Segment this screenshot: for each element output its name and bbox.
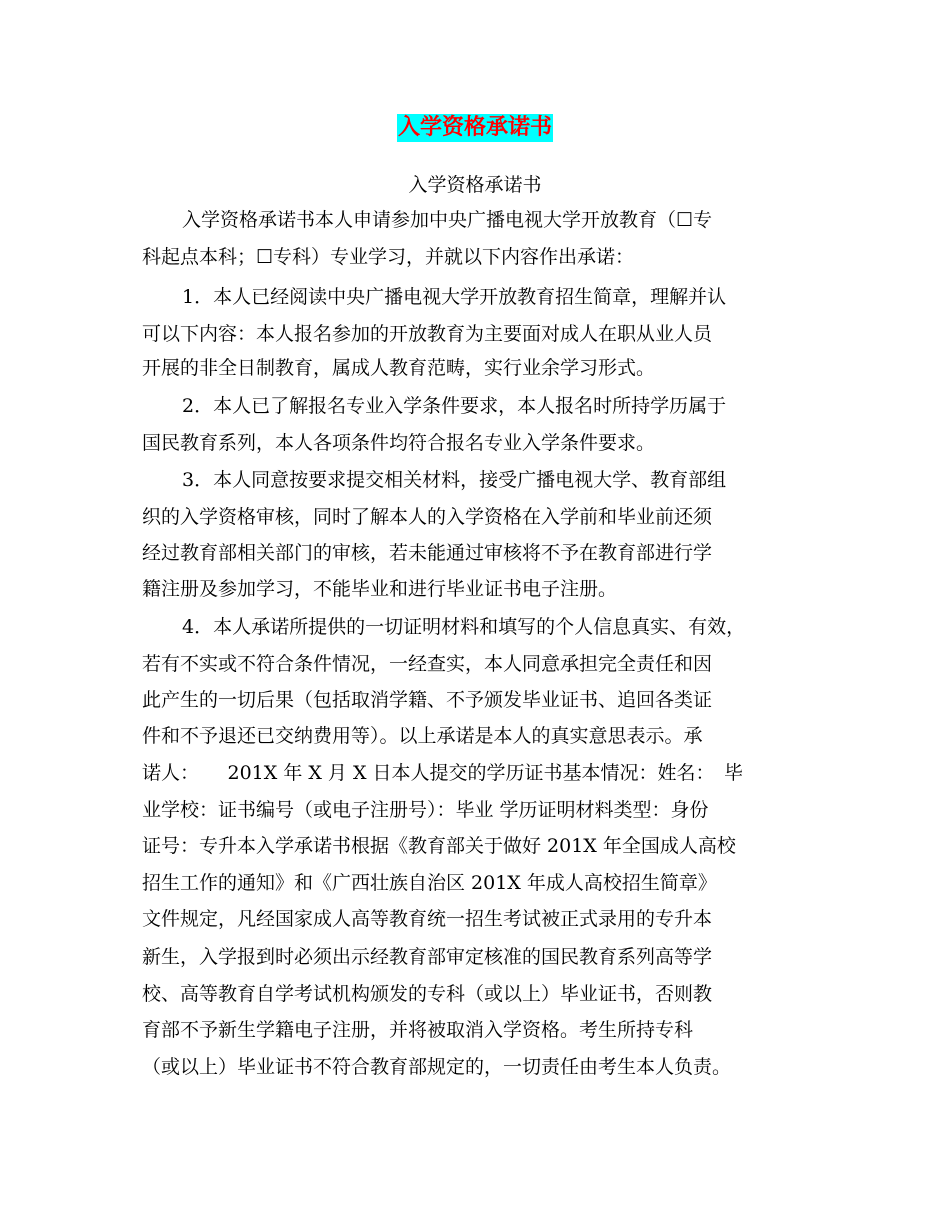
paragraph-line: 籍注册及参加学习，不能毕业和进行毕业证书电子注册。 [142,578,618,600]
paragraph-line: 科起点本科；☐专科）专业学习，并就以下内容作出承诺： [142,246,635,268]
paragraph-line: 开展的非全日制教育，属成人教育范畴，实行业余学习形式。 [142,357,656,379]
paragraph-line: 若有不实或不符合条件情况，一经查实，本人同意承担完全责任和因 [142,653,713,675]
paragraph-line: 件和不予退还已交纳费用等）。以上承诺是本人的真实意思表示。承 [142,725,703,747]
paragraph-line: 4．本人承诺所提供的一切证明材料和填写的个人信息真实、有效， [182,616,746,638]
paragraph-line: 新生，入学报到时必须出示经教育部审定核准的国民教育系列高等学 [142,946,713,968]
paragraph-line: 2．本人已了解报名专业入学条件要求，本人报名时所持学历属于 [182,395,727,417]
paragraph-line: 育部不予新生学籍电子注册，并将被取消入学资格。考生所持专科 [142,1019,694,1041]
paragraph-line: 招生工作的通知》和《广西壮族自治区 201X 年成人高校招生简章》 [142,872,717,894]
paragraph-line: 经过教育部相关部门的审核，若未能通过审核将不予在教育部进行学 [142,542,713,564]
paragraph-line: 1．本人已经阅读中央广播电视大学开放教育招生简章，理解并认 [182,286,727,308]
paragraph-line: 此产生的一切后果（包括取消学籍、不予颁发毕业证书、追回各类证 [142,689,713,711]
paragraph-line: 证号：专升本入学承诺书根据《教育部关于做好 201X 年全国成人高校 [142,835,736,857]
title-container [0,114,950,142]
paragraph-line: （或以上）毕业证书不符合教育部规定的，一切责任由考生本人负责。 [142,1056,732,1078]
paragraph-line: 入学资格承诺书本人申请参加中央广播电视大学开放教育（☐专 [182,209,713,231]
paragraph-line: 业学校：证书编号（或电子注册号）：毕业 学历证明材料类型：身份 [142,799,709,821]
paragraph-line: 可以下内容：本人报名参加的开放教育为主要面对成人在职从业人员 [142,323,713,345]
paragraph-line: 3．本人同意按要求提交相关材料，接受广播电视大学、教育部组 [182,469,727,491]
paragraph-line: 国民教育系列，本人各项条件均符合报名专业入学条件要求。 [142,432,656,454]
paragraph-line: 织的入学资格审核，同时了解本人的入学资格在入学前和毕业前还须 [142,506,713,528]
paragraph-line: 诺人： 201X 年 X 月 X 日本人提交的学历证书基本情况：姓名： 毕 [142,762,744,784]
paragraph-line: 校、高等教育自学考试机构颁发的专科（或以上）毕业证书，否则教 [142,983,713,1005]
document-title: 入学资格承诺书 [397,115,552,140]
document-subtitle: 入学资格承诺书 [408,174,542,196]
paragraph-line: 文件规定，凡经国家成人高等教育统一招生考试被正式录用的专升本 [142,908,713,930]
